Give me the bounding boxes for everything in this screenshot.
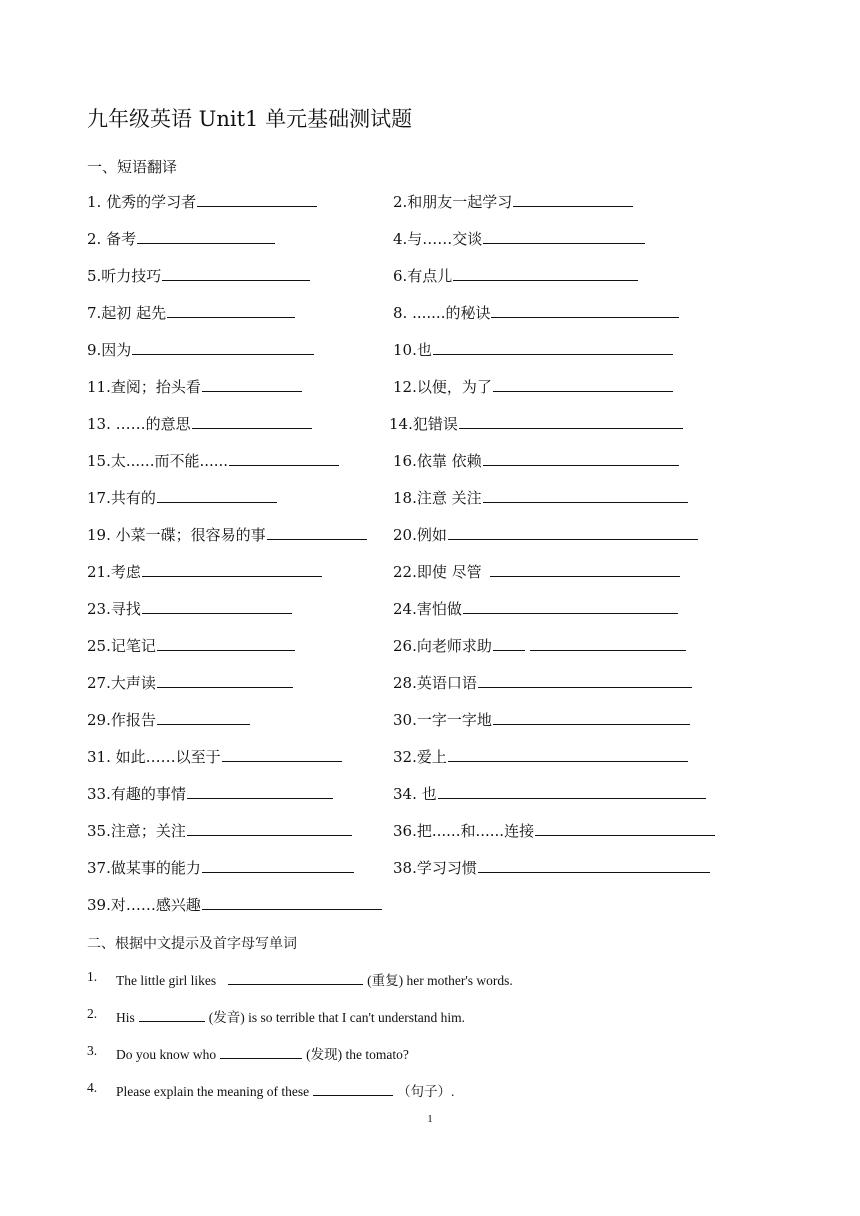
phrase-translation-grid [87,191,787,931]
answer-blank[interactable] [139,1009,205,1022]
answer-blank[interactable] [433,339,673,355]
answer-blank[interactable] [493,709,690,725]
answer-blank[interactable] [157,672,293,688]
phrase-row [87,857,787,894]
phrase-item: 28.英语口语 [393,672,692,693]
phrase-item: 33.有趣的事情 [87,783,333,804]
page-number: 1 [427,1113,433,1125]
answer-blank[interactable] [142,598,292,614]
phrase-row [87,561,787,598]
phrase-item: 39.对……感兴趣 [87,894,382,915]
phrase-item: 31. 如此……以至于 [87,746,342,767]
phrase-item: 21.考虑 [87,561,322,582]
phrase-item: 37.做某事的能力 [87,857,354,878]
answer-blank[interactable] [142,561,322,577]
page-title: 九年级英语 Unit1 单元基础测试题 [87,107,413,131]
answer-blank[interactable] [167,302,295,318]
phrase-item: 10.也 [393,339,673,360]
phrase-row [87,820,787,857]
phrase-item: 36.把......和......连接 [393,820,715,841]
phrase-item: 35.注意；关注 [87,820,352,841]
phrase-item: 18.注意 关注 [393,487,688,508]
question-text: Do you know who (发现) the tomato? [116,1047,409,1062]
question-row [87,1006,787,1043]
section-heading-word-spelling: 二、根据中文提示及首字母写单词 [87,936,297,952]
question-text: Please explain the meaning of these （句子）. [116,1084,455,1099]
answer-blank[interactable] [478,672,692,688]
answer-blank[interactable] [513,191,633,207]
phrase-row [87,894,787,931]
answer-blank[interactable] [438,783,706,799]
question-number: 1. [87,969,98,984]
answer-blank[interactable] [459,413,683,429]
answer-blank[interactable] [187,783,333,799]
phrase-item: 14.犯错误 [389,413,683,434]
phrase-item: 29.作报告 [87,709,250,730]
phrase-item: 12.以便，为了 [393,376,673,397]
phrase-row [87,746,787,783]
answer-blank[interactable] [453,265,638,281]
phrase-row [87,228,787,265]
phrase-item: 9.因为 [87,339,314,360]
answer-blank[interactable] [228,972,363,985]
answer-blank[interactable] [267,524,367,540]
phrase-item: 2.和朋友一起学习 [393,191,633,212]
phrase-row [87,450,787,487]
answer-blank[interactable] [463,598,678,614]
phrase-item: 8. .......的秘诀 [393,302,679,323]
phrase-row [87,265,787,302]
answer-blank[interactable] [229,450,339,466]
phrase-item: 7.起初 起先 [87,302,295,323]
answer-blank[interactable] [192,413,312,429]
answer-blank[interactable] [137,228,275,244]
phrase-item: 17.共有的 [87,487,277,508]
question-number: 3. [87,1043,98,1058]
phrase-item: 13. ……的意思 [87,413,312,434]
phrase-item: 5.听力技巧 [87,265,310,286]
phrase-item: 2. 备考 [87,228,275,249]
phrase-row [87,598,787,635]
answer-blank[interactable] [313,1083,393,1096]
question-text: His (发音) is so terrible that I can't understand him. [116,1010,466,1025]
phrase-row [87,339,787,376]
answer-blank[interactable] [483,228,645,244]
phrase-row [87,413,787,450]
question-row [87,969,787,1006]
phrase-item: 22.即使 尽管 [393,561,680,582]
answer-blank[interactable] [202,376,302,392]
phrase-item: 1. 优秀的学习者 [87,191,317,212]
answer-blank[interactable] [490,561,680,577]
answer-blank[interactable] [448,746,688,762]
phrase-item: 30.一字一字地 [393,709,690,730]
answer-blank[interactable] [157,635,295,651]
answer-blank[interactable] [162,265,310,281]
phrase-item: 20.例如 [393,524,698,545]
answer-blank[interactable] [493,376,673,392]
phrase-row [87,376,787,413]
answer-blank[interactable] [202,857,354,873]
answer-blank[interactable] [222,746,342,762]
answer-blank[interactable] [478,857,710,873]
answer-blank[interactable] [483,450,679,466]
phrase-item: 6.有点儿 [393,265,638,286]
question-number: 2. [87,1006,98,1021]
phrase-row [87,709,787,746]
answer-blank[interactable] [535,820,715,836]
question-row [87,1043,787,1080]
answer-blank[interactable] [220,1046,302,1059]
answer-blank[interactable] [157,709,250,725]
phrase-item: 23.寻找 [87,598,292,619]
phrase-item: 11.查阅；抬头看 [87,376,302,397]
phrase-item: 24.害怕做 [393,598,678,619]
phrase-item: 4.与……交谈 [393,228,645,249]
phrase-item: 19. 小菜一碟；很容易的事 [87,524,367,545]
phrase-item: 34. 也 [393,783,706,804]
answer-blank[interactable] [530,635,686,651]
answer-blank[interactable] [483,487,688,503]
section-heading-phrase-translation: 一、短语翻译 [87,158,178,176]
answer-blank[interactable] [493,635,525,651]
phrase-item: 26.向老师求助 [393,635,686,656]
phrase-row [87,302,787,339]
answer-blank[interactable] [491,302,679,318]
question-text: The little girl likes (重复) her mother's words. [116,973,513,988]
answer-blank[interactable] [202,894,382,910]
phrase-item: 32.爱上 [393,746,688,767]
phrase-row [87,635,787,672]
phrase-row [87,783,787,820]
answer-blank[interactable] [157,487,277,503]
phrase-item: 16.依靠 依赖 [393,450,679,471]
phrase-item: 25.记笔记 [87,635,295,656]
answer-blank[interactable] [448,524,698,540]
phrase-row [87,524,787,561]
phrase-row [87,672,787,709]
answer-blank[interactable] [132,339,314,355]
phrase-row [87,487,787,524]
phrase-item: 38.学习习惯 [393,857,710,878]
answer-blank[interactable] [197,191,317,207]
answer-blank[interactable] [187,820,352,836]
phrase-row [87,191,787,228]
phrase-item: 27.大声读 [87,672,293,693]
phrase-item: 15.太......而不能...... [87,450,339,471]
spelling-questions [87,969,787,1117]
question-number: 4. [87,1080,98,1095]
question-row [87,1080,787,1117]
